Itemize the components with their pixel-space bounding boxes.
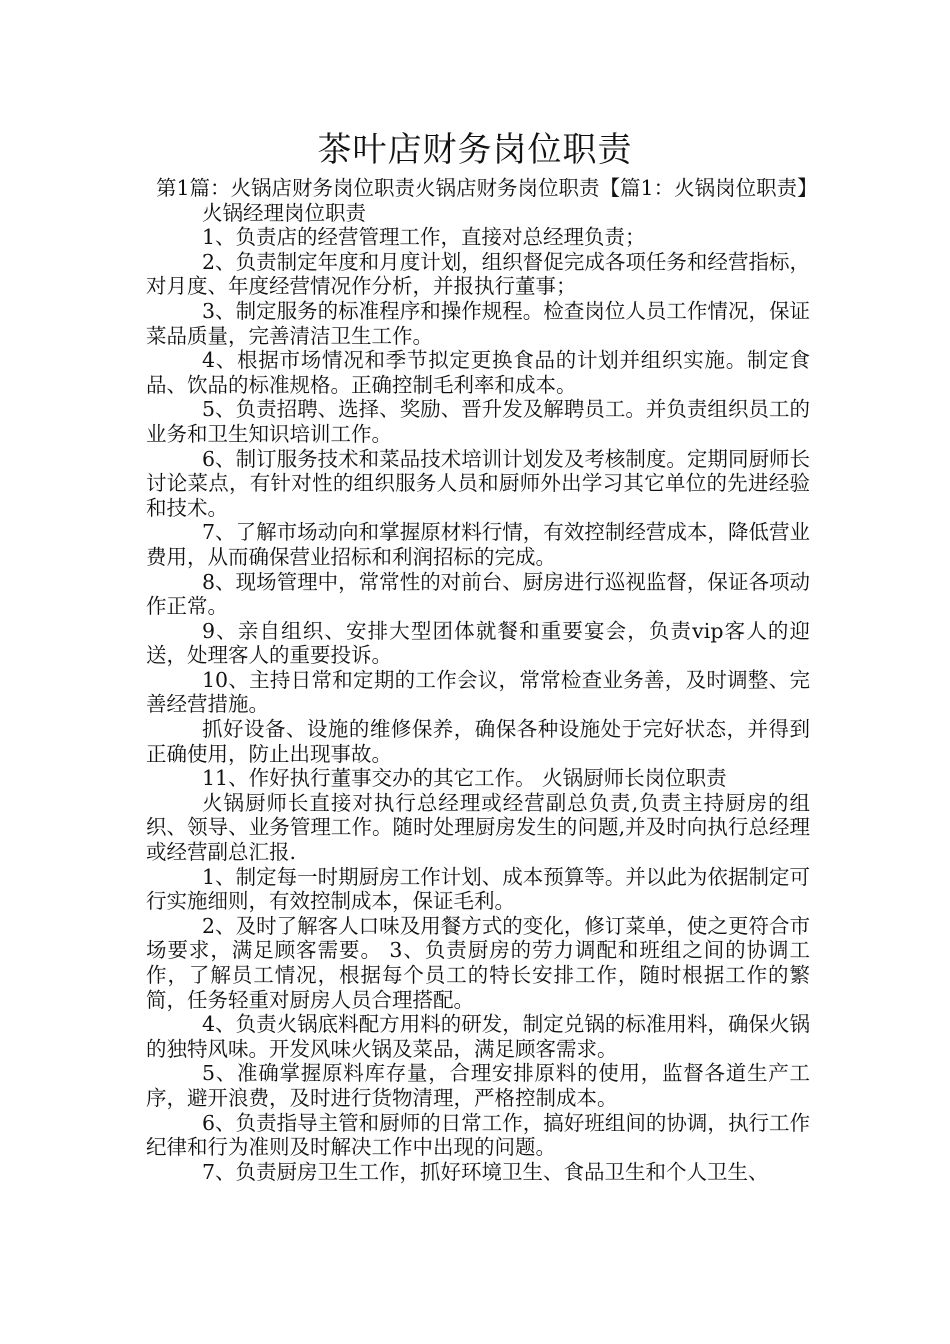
paragraph: 火锅经理岗位职责: [202, 200, 366, 225]
paragraph: 4、负责火锅底料配方用料的研发，制定兑锅的标准用料，确保火锅的独特风味。开发风味火锅及菜品，满足顾客需求。: [146, 1012, 810, 1061]
paragraph: 8、现场管理中，常常性的对前台、厨房进行巡视监督，保证各项动作正常。: [146, 569, 810, 619]
paragraph: 6、制订服务技术和菜品技术培训计划发及考核制度。定期同厨师长讨论菜点，有针对性的组织服务人员和厨师外出学习其它单位的先进经验和技术。: [146, 446, 810, 520]
paragraph: 抓好设备、设施的维修保养，确保各种设施处于完好状态，并得到正确使用，防止出现事故。: [146, 717, 810, 766]
paragraph: 火锅厨师长直接对执行总经理或经营副总负责,负责主持厨房的组织、领导、业务管理工作。随时处理厨房发生的问题,并及时向执行总经理或经营副总汇报.: [146, 790, 810, 865]
paragraph: 1、制定每一时期厨房工作计划、成本预算等。并以此为依据制定可行实施细则，有效控制成本，保证毛利。: [146, 864, 810, 914]
paragraph: 1、负责店的经营管理工作，直接对总经理负责；: [202, 225, 646, 250]
paragraph: 第1篇：火锅店财务岗位职责火锅店财务岗位职责【篇1：火锅岗位职责】: [156, 176, 818, 200]
document-body: [146, 176, 818, 1184]
paragraph: 2、负责制定年度和月度计划，组织督促完成各项任务和经营指标，对月度、年度经营情况作分析，并报执行董事；: [146, 249, 810, 299]
paragraph: 9、亲自组织、安排大型团体就餐和重要宴会，负责vip客人的迎送，处理客人的重要投诉。: [146, 618, 810, 668]
paragraph: 5、准确掌握原料库存量，合理安排原料的使用，监督各道生产工序，避开浪费，及时进行货物清理，严格控制成本。: [146, 1061, 810, 1110]
paragraph: 7、负责厨房卫生工作，抓好环境卫生、食品卫生和个人卫生、: [202, 1159, 769, 1184]
paragraph: 5、负责招聘、选择、奖励、晋升发及解聘员工。并负责组织员工的业务和卫生知识培训工作。: [146, 397, 810, 446]
paragraph: 10、主持日常和定期的工作会议，常常检查业务善，及时调整、完善经营措施。: [146, 667, 810, 717]
paragraph: 4、根据市场情况和季节拟定更换食品的计划并组织实施。制定食品、饮品的标准规格。正确控制毛利率和成本。: [146, 348, 810, 397]
paragraph: 7、了解市场动向和掌握原材料行情，有效控制经营成本，降低营业费用，从而确保营业招标和利润招标的完成。: [146, 520, 810, 569]
paragraph: 2、及时了解客人口味及用餐方式的变化，修订菜单，使之更符合市场要求，满足顾客需要。 3、负责厨房的劳力调配和班组之间的协调工作，了解员工情况，根据每个员工的特长安排工作，随时根据工作的繁简，任务轻重对厨房人员合理搭配。: [146, 913, 810, 1012]
paragraph: 11、作好执行董事交办的其它工作。 火锅厨师长岗位职责: [202, 766, 727, 791]
paragraph: 6、负责指导主管和厨师的日常工作，搞好班组间的协调，执行工作纪律和行为准则及时解决工作中出现的问题。: [146, 1110, 810, 1160]
paragraph: 3、制定服务的标准程序和操作规程。检查岗位人员工作情况，保证菜品质量，完善清洁卫生工作。: [146, 298, 810, 348]
document-title: 茶叶店财务岗位职责: [317, 130, 633, 170]
